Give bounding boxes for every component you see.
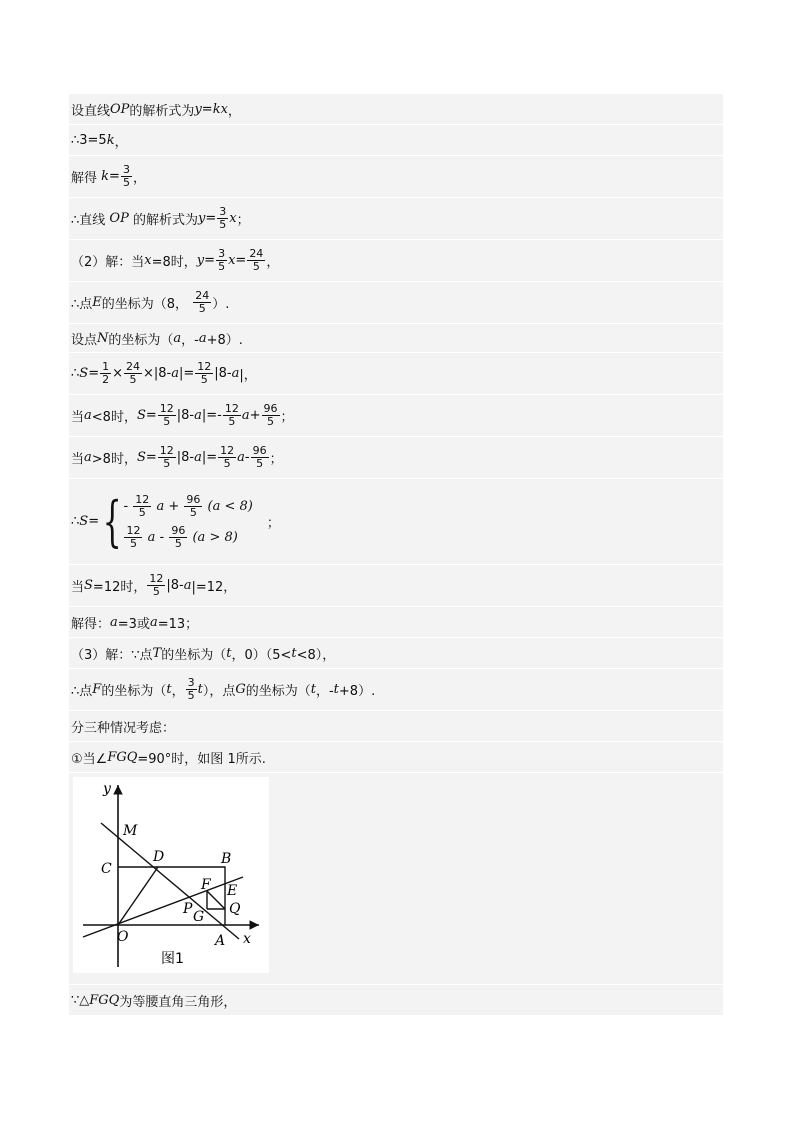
condition: (a > 8) bbox=[192, 529, 238, 545]
denominator: 5 bbox=[129, 536, 137, 550]
line-16 bbox=[69, 711, 723, 742]
line-17 bbox=[69, 742, 723, 773]
line-14 bbox=[69, 638, 723, 669]
figure-caption: 图1 bbox=[161, 951, 184, 967]
line-3 bbox=[69, 156, 723, 198]
numerator: 24 bbox=[195, 289, 210, 302]
text: ），点 bbox=[202, 684, 236, 699]
text: |8- bbox=[214, 366, 232, 381]
line-12 bbox=[69, 565, 723, 607]
text: +8）. bbox=[206, 332, 243, 348]
var: kx bbox=[212, 101, 228, 117]
fraction bbox=[133, 494, 151, 519]
fraction bbox=[184, 494, 202, 519]
var: OP bbox=[110, 101, 130, 117]
geometry-diagram bbox=[73, 777, 269, 973]
text: =12时， bbox=[92, 580, 147, 595]
denominator: 5 bbox=[187, 689, 195, 702]
var: t bbox=[226, 645, 232, 661]
text: = bbox=[109, 169, 120, 184]
var: y bbox=[196, 253, 205, 268]
text: ， bbox=[266, 255, 280, 270]
text: - bbox=[244, 450, 250, 465]
var: a bbox=[156, 498, 165, 514]
label-c: C bbox=[101, 861, 112, 877]
label-b: B bbox=[221, 851, 232, 867]
text: 的坐标为（ bbox=[245, 684, 311, 699]
text: = bbox=[145, 450, 157, 465]
text: ）. bbox=[212, 297, 230, 312]
var: a bbox=[194, 450, 202, 465]
text: ∴ bbox=[71, 366, 80, 381]
text: <8时， bbox=[91, 410, 137, 425]
text: = bbox=[205, 211, 217, 226]
var: T bbox=[152, 645, 162, 661]
text: 的坐标为（ bbox=[108, 332, 174, 348]
var: S bbox=[79, 366, 89, 381]
text: = bbox=[201, 101, 213, 117]
text: ①当∠ bbox=[71, 751, 108, 767]
numerator: 12 bbox=[224, 402, 239, 415]
text: |= bbox=[179, 366, 195, 381]
text: = bbox=[235, 253, 247, 268]
text: ∵△ bbox=[71, 992, 90, 1008]
text: <8）， bbox=[296, 647, 336, 663]
text: 的坐标为（ bbox=[161, 647, 227, 663]
fraction bbox=[195, 361, 213, 386]
text: ； bbox=[280, 410, 294, 425]
text: ，- bbox=[315, 684, 334, 699]
var: a bbox=[194, 408, 202, 423]
piecewise-cases bbox=[123, 494, 252, 550]
var: t bbox=[197, 682, 203, 697]
var: a bbox=[183, 578, 192, 593]
var: a bbox=[110, 614, 118, 630]
case-1 bbox=[123, 494, 252, 519]
numerator: 96 bbox=[263, 402, 278, 415]
denominator: 5 bbox=[152, 585, 160, 598]
text: +8）. bbox=[338, 684, 376, 699]
denominator: 5 bbox=[200, 373, 208, 386]
solution-document bbox=[69, 94, 723, 1016]
text: = bbox=[88, 514, 100, 529]
var: a bbox=[84, 408, 92, 423]
numerator: 3 bbox=[122, 163, 130, 176]
label-p: P bbox=[183, 901, 193, 917]
var: t bbox=[291, 645, 297, 661]
text: 的解析式为 bbox=[129, 103, 195, 119]
var: x bbox=[144, 253, 152, 268]
text: （3）解：∵点 bbox=[71, 647, 153, 663]
fraction bbox=[262, 403, 280, 428]
text: = bbox=[204, 253, 216, 268]
line-ma bbox=[101, 823, 239, 939]
denominator: 5 bbox=[219, 218, 227, 231]
text: =8时， bbox=[151, 255, 197, 270]
text: 解得 bbox=[71, 171, 98, 186]
text: 分三种情况考虑： bbox=[71, 720, 176, 736]
var: S bbox=[136, 408, 146, 423]
denominator: 5 bbox=[163, 457, 171, 470]
fraction bbox=[186, 677, 197, 702]
var: y bbox=[197, 211, 206, 226]
text: |， bbox=[239, 368, 257, 383]
var: a bbox=[84, 450, 92, 465]
text: ； bbox=[266, 516, 280, 531]
label-f: F bbox=[201, 877, 211, 893]
var: t bbox=[310, 682, 316, 697]
brace: { bbox=[102, 489, 122, 553]
text: ∴点 bbox=[71, 684, 93, 699]
denominator: 5 bbox=[129, 373, 137, 386]
text: - bbox=[123, 498, 129, 514]
numerator: 96 bbox=[186, 492, 201, 506]
var: a bbox=[173, 330, 182, 346]
fraction bbox=[217, 206, 228, 231]
numerator: 96 bbox=[252, 444, 267, 457]
label-d: D bbox=[153, 849, 165, 865]
text: ， bbox=[114, 134, 128, 150]
text: ， bbox=[132, 171, 146, 186]
text: 的解析式为 bbox=[132, 213, 198, 228]
line-18 bbox=[69, 985, 723, 1016]
label-q: Q bbox=[229, 901, 241, 917]
var: t bbox=[166, 682, 172, 697]
var: a bbox=[241, 408, 250, 423]
text: |=- bbox=[201, 408, 222, 423]
text: 设直线 bbox=[71, 103, 111, 119]
denominator: 5 bbox=[122, 176, 130, 189]
fraction bbox=[158, 403, 176, 428]
text: + bbox=[249, 408, 261, 423]
line-4 bbox=[69, 198, 723, 240]
text: × bbox=[112, 366, 123, 381]
denominator: 5 bbox=[138, 505, 146, 519]
text: 当 bbox=[71, 452, 85, 467]
text: ，0）（5< bbox=[231, 647, 292, 663]
denominator: 5 bbox=[228, 415, 236, 428]
line-11-piecewise bbox=[69, 479, 723, 565]
rectangle-ocba bbox=[118, 867, 225, 925]
line-13 bbox=[69, 607, 723, 638]
fraction bbox=[251, 445, 269, 470]
text: ， bbox=[171, 684, 185, 699]
var: a bbox=[171, 366, 179, 381]
fraction bbox=[121, 164, 132, 189]
numerator: 24 bbox=[126, 360, 140, 373]
numerator: 1 bbox=[102, 360, 110, 373]
fraction bbox=[169, 525, 187, 550]
figure-1 bbox=[73, 777, 269, 973]
label-a: A bbox=[215, 933, 226, 949]
text: = bbox=[88, 366, 100, 381]
label-g: G bbox=[193, 909, 205, 925]
line-1 bbox=[69, 94, 723, 125]
denominator: 5 bbox=[174, 536, 182, 550]
line-9 bbox=[69, 395, 723, 437]
var: t bbox=[333, 682, 339, 697]
fraction bbox=[223, 403, 241, 428]
numerator: 12 bbox=[159, 444, 174, 457]
label-o: O bbox=[117, 929, 129, 945]
label-e: E bbox=[227, 883, 238, 899]
text: |8- bbox=[176, 408, 195, 423]
fraction bbox=[247, 248, 265, 273]
text: ∴3=5 bbox=[71, 132, 107, 148]
var: x bbox=[229, 211, 237, 226]
line-7 bbox=[69, 324, 723, 353]
fraction bbox=[218, 445, 236, 470]
denominator: 2 bbox=[102, 373, 110, 386]
denominator: 5 bbox=[252, 260, 260, 273]
text: ×|8- bbox=[143, 366, 172, 381]
text: ； bbox=[236, 213, 250, 228]
text: 为等腰直角三角形， bbox=[119, 994, 237, 1010]
text: = bbox=[145, 408, 157, 423]
fraction bbox=[193, 290, 211, 315]
var: a bbox=[237, 450, 245, 465]
label-m: M bbox=[123, 823, 138, 839]
var: y bbox=[194, 101, 202, 117]
line-2 bbox=[69, 125, 723, 156]
text: =90°时，如图 1所示. bbox=[137, 751, 266, 767]
text: 当 bbox=[71, 410, 85, 425]
text: 当 bbox=[71, 580, 85, 595]
numerator: 12 bbox=[135, 492, 150, 506]
numerator: 12 bbox=[149, 572, 164, 585]
denominator: 5 bbox=[267, 415, 275, 428]
condition: (a < 8) bbox=[207, 498, 253, 514]
var: a bbox=[147, 529, 156, 545]
text: 解得： bbox=[71, 616, 111, 632]
text: （2）解：当 bbox=[71, 255, 145, 270]
fraction bbox=[100, 361, 111, 386]
fraction bbox=[147, 573, 165, 598]
text: 的坐标为（8， bbox=[101, 297, 189, 312]
var: FGQ bbox=[89, 992, 120, 1008]
var: FGQ bbox=[107, 749, 138, 765]
text: |8- bbox=[176, 450, 195, 465]
text: =13； bbox=[157, 616, 199, 632]
line-15 bbox=[69, 669, 723, 711]
label-y: y bbox=[103, 781, 111, 797]
numerator: 3 bbox=[219, 205, 227, 218]
fraction bbox=[158, 445, 176, 470]
text: ∴ bbox=[71, 514, 80, 529]
numerator: 12 bbox=[126, 523, 141, 537]
denominator: 5 bbox=[256, 457, 264, 470]
text: =3或 bbox=[117, 616, 150, 632]
text: ， bbox=[227, 103, 241, 119]
var: S bbox=[79, 514, 89, 529]
var: N bbox=[97, 330, 109, 346]
numerator: 12 bbox=[197, 360, 212, 373]
denominator: 5 bbox=[198, 302, 206, 315]
var: F bbox=[92, 682, 102, 697]
var: k bbox=[106, 132, 115, 148]
label-x: x bbox=[243, 931, 251, 947]
numerator: 12 bbox=[220, 444, 235, 457]
var: k bbox=[101, 169, 110, 184]
text: ∴直线 bbox=[71, 213, 106, 228]
text: ，- bbox=[181, 332, 199, 348]
var: S bbox=[136, 450, 146, 465]
text: + bbox=[168, 498, 180, 514]
fraction bbox=[124, 361, 142, 386]
numerator: 24 bbox=[249, 247, 264, 260]
text: ∴点 bbox=[71, 297, 93, 312]
text: |= bbox=[201, 450, 218, 465]
denominator: 5 bbox=[163, 415, 171, 428]
var: E bbox=[92, 295, 102, 310]
var: a bbox=[198, 330, 207, 346]
text: |8- bbox=[166, 578, 184, 593]
fraction bbox=[216, 248, 227, 273]
numerator: 96 bbox=[171, 523, 186, 537]
denominator: 5 bbox=[218, 260, 226, 273]
segment-fq bbox=[207, 891, 225, 909]
numerator: 3 bbox=[187, 676, 195, 689]
line-op bbox=[83, 877, 243, 937]
text: |=12， bbox=[191, 580, 237, 595]
var: G bbox=[235, 682, 246, 697]
text: >8时， bbox=[91, 452, 137, 467]
line-8 bbox=[69, 353, 723, 395]
var: a bbox=[231, 366, 240, 381]
var: S bbox=[84, 578, 93, 593]
denominator: 5 bbox=[189, 505, 197, 519]
figure-row bbox=[69, 773, 723, 985]
text: 的坐标为（ bbox=[101, 684, 167, 699]
fraction bbox=[124, 525, 142, 550]
numerator: 12 bbox=[159, 402, 174, 415]
case-2 bbox=[123, 525, 252, 550]
numerator: 3 bbox=[218, 247, 226, 260]
var: OP bbox=[109, 211, 129, 226]
line-5 bbox=[69, 240, 723, 282]
line-10 bbox=[69, 437, 723, 479]
text: ； bbox=[269, 452, 283, 467]
var: a bbox=[149, 614, 158, 630]
var: x bbox=[228, 253, 236, 268]
text: 设点 bbox=[71, 332, 98, 348]
denominator: 5 bbox=[223, 457, 231, 470]
line-6 bbox=[69, 282, 723, 324]
text: - bbox=[159, 529, 165, 545]
